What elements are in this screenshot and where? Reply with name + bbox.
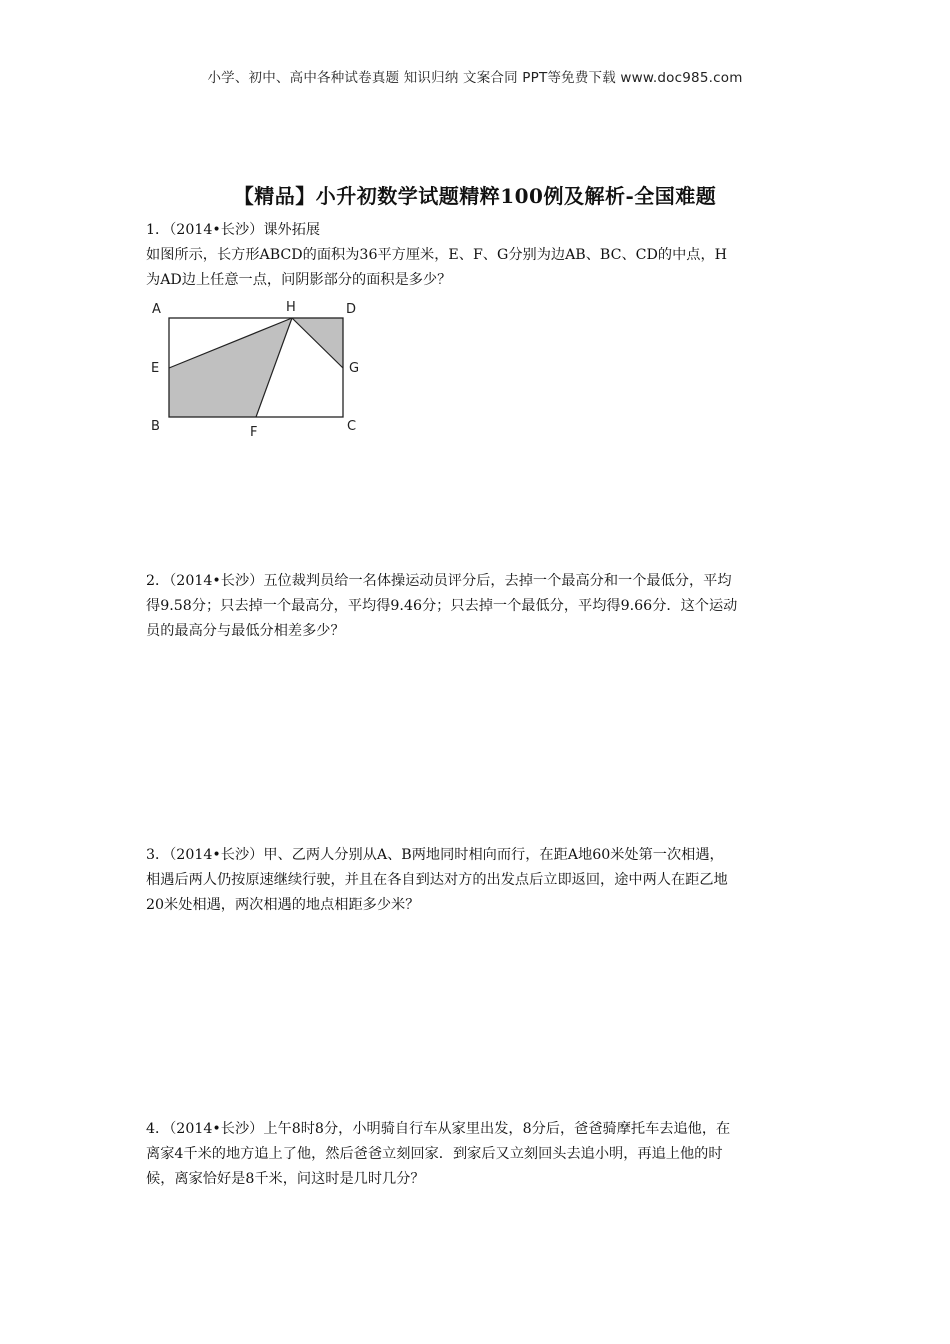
question-line: 得9.58分；只去掉一个最高分，平均得9.46分；只去掉一个最低分，平均得9.66分．这个运动 [146, 598, 738, 614]
geometry-diagram [140, 296, 370, 446]
question-1 [146, 218, 811, 293]
label-e: E [151, 361, 160, 376]
label-a: A [152, 302, 161, 317]
rectangle-figure [140, 296, 370, 446]
page-header: 小学、初中、高中各种试卷真题 知识归纳 文案合同 PPT等免费下载 www.doc985.com [207, 70, 743, 86]
question-line: 为AD边上任意一点，问阴影部分的面积是多少？ [146, 272, 452, 288]
label-g: G [349, 361, 360, 376]
question-line: 3．（2014•长沙）甲、乙两人分别从A、B两地同时相向而行，在距A地60米处第一次相遇， [146, 847, 724, 863]
question-line: 2．（2014•长沙）五位裁判员给一名体操运动员评分后，去掉一个最高分和一个最低分，平均 [146, 573, 732, 589]
document-title: 【精品】小升初数学试题精粹100例及解析-全国难题 [233, 184, 717, 208]
label-d: D [346, 302, 357, 317]
question-line: 1．（2014•长沙）课外拓展 [146, 222, 321, 238]
question-line: 如图所示，长方形ABCD的面积为36平方厘米，E、F、G分别为边AB、BC、CD的中点，H [146, 247, 728, 263]
question-3 [146, 843, 811, 918]
question-line: 相遇后两人仍按原速继续行驶，并且在各自到达对方的出发点后立即返回，途中两人在距乙地 [146, 872, 728, 888]
question-line: 4．（2014•长沙）上午8时8分，小明骑自行车从家里出发，8分后，爸爸骑摩托车去追他，在 [146, 1121, 731, 1137]
question-2 [146, 569, 811, 644]
label-h: H [286, 300, 296, 315]
question-4 [146, 1117, 811, 1192]
question-line: 员的最高分与最低分相差多少？ [146, 623, 345, 639]
question-line: 20米处相遇，两次相遇的地点相距多少米？ [146, 897, 420, 913]
label-b: B [151, 419, 160, 434]
question-line: 离家4千米的地方追上了他，然后爸爸立刻回家．到家后又立刻回头去追小明，再追上他的时 [146, 1146, 723, 1162]
question-line: 候，离家恰好是8千米，问这时是几时几分？ [146, 1171, 425, 1187]
label-c: C [347, 419, 357, 434]
label-f: F [250, 425, 258, 440]
